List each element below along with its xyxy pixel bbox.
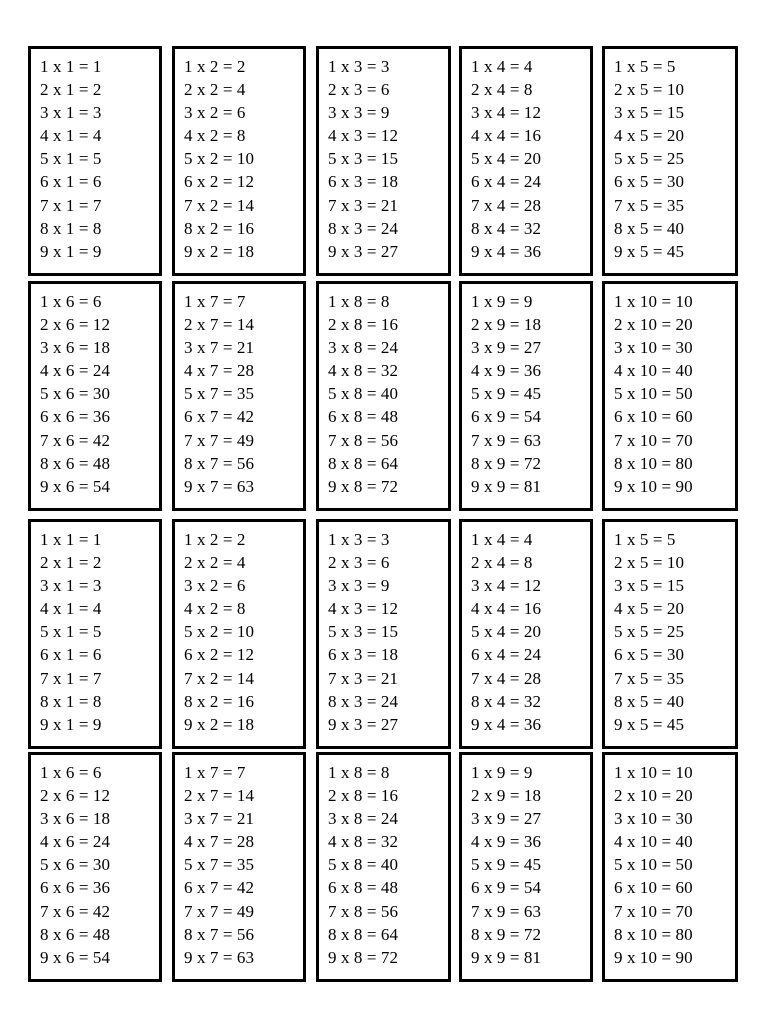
- equation-line: 3 x 1 = 3: [40, 103, 102, 123]
- equation-line: 9 x 1 = 9: [40, 241, 102, 261]
- equation-line: 3 x 2 = 6: [184, 576, 246, 596]
- equation-line: 4 x 2 = 8: [184, 599, 246, 619]
- equation-line: 8 x 6 = 48: [40, 924, 111, 944]
- equation-line: 2 x 8 = 16: [328, 315, 399, 335]
- equation-line: 5 x 4 = 20: [471, 149, 542, 169]
- equation-line: 2 x 7 = 14: [184, 786, 255, 806]
- equation-line: 8 x 1 = 8: [40, 218, 102, 238]
- equation-line: 4 x 9 = 36: [471, 361, 542, 381]
- equation-line: 4 x 4 = 16: [471, 126, 542, 146]
- equation-line: 7 x 6 = 42: [40, 430, 111, 450]
- equation-line: 9 x 2 = 18: [184, 714, 255, 734]
- equation-line: 7 x 5 = 35: [614, 668, 685, 688]
- equation-line: 1 x 8 = 8: [328, 292, 390, 311]
- equation-line: 7 x 3 = 21: [328, 195, 399, 215]
- equation-line: 8 x 8 = 64: [328, 453, 399, 473]
- equation-line: 1 x 9 = 9: [471, 763, 533, 782]
- equation-line: 7 x 4 = 28: [471, 195, 542, 215]
- equation-line: 4 x 3 = 12: [328, 599, 399, 619]
- equation-line: 2 x 2 = 4: [184, 80, 246, 100]
- equation-line: 7 x 4 = 28: [471, 668, 542, 688]
- equation-line: 7 x 2 = 14: [184, 195, 255, 215]
- equation-line: 3 x 8 = 24: [328, 338, 399, 358]
- equation-line: 8 x 10 = 80: [614, 453, 693, 473]
- equation-line: 9 x 3 = 27: [328, 241, 399, 261]
- equation-line: 3 x 10 = 30: [614, 338, 693, 358]
- equation-line: 7 x 1 = 7: [40, 195, 102, 215]
- equation-line: 9 x 2 = 18: [184, 241, 255, 261]
- equation-line: 1 x 2 = 2: [184, 57, 246, 76]
- equation-line: 8 x 2 = 16: [184, 218, 255, 238]
- equation-line: 2 x 10 = 20: [614, 786, 693, 806]
- equation-line: 5 x 9 = 45: [471, 384, 542, 404]
- equation-line: 9 x 10 = 90: [614, 476, 693, 496]
- equation-line: 7 x 6 = 42: [40, 901, 111, 921]
- equation-line: 7 x 5 = 35: [614, 195, 685, 215]
- equation-line: 1 x 6 = 6: [40, 292, 102, 311]
- equation-line: 5 x 2 = 10: [184, 149, 255, 169]
- equation-line: 2 x 6 = 12: [40, 315, 111, 335]
- equation-line: 1 x 1 = 1: [40, 57, 102, 76]
- equation-line: 8 x 10 = 80: [614, 924, 693, 944]
- equation-line: 7 x 10 = 70: [614, 901, 693, 921]
- times-table-card: [602, 281, 738, 511]
- equation-line: 4 x 5 = 20: [614, 599, 685, 619]
- equation-line: 4 x 2 = 8: [184, 126, 246, 146]
- equation-line: 6 x 2 = 12: [184, 172, 255, 192]
- equation-line: 7 x 1 = 7: [40, 668, 102, 688]
- equation-line: 2 x 4 = 8: [471, 553, 533, 573]
- equation-line: 5 x 3 = 15: [328, 622, 399, 642]
- equation-line: 1 x 9 = 9: [471, 292, 533, 311]
- equation-line: 7 x 7 = 49: [184, 430, 255, 450]
- times-table-card: [602, 519, 738, 749]
- times-table-card: [28, 46, 162, 276]
- equation-line: 6 x 4 = 24: [471, 172, 542, 192]
- equation-line: 8 x 5 = 40: [614, 218, 685, 238]
- equation-line: 6 x 10 = 60: [614, 407, 693, 427]
- equation-line: 7 x 7 = 49: [184, 901, 255, 921]
- equation-line: 5 x 3 = 15: [328, 149, 399, 169]
- equation-line: 9 x 5 = 45: [614, 241, 685, 261]
- equation-line: 6 x 7 = 42: [184, 878, 255, 898]
- equation-line: 3 x 4 = 12: [471, 103, 542, 123]
- equation-line: 8 x 4 = 32: [471, 691, 542, 711]
- equation-line: 5 x 6 = 30: [40, 384, 111, 404]
- equation-line: 3 x 9 = 27: [471, 809, 542, 829]
- equation-line: 1 x 3 = 3: [328, 57, 390, 76]
- equation-line: 7 x 9 = 63: [471, 430, 542, 450]
- equation-line: 3 x 5 = 15: [614, 576, 685, 596]
- equation-line: 6 x 9 = 54: [471, 407, 542, 427]
- equation-line: 3 x 3 = 9: [328, 576, 390, 596]
- equation-line: 5 x 1 = 5: [40, 149, 102, 169]
- equation-line: 3 x 8 = 24: [328, 809, 399, 829]
- equation-line: 4 x 7 = 28: [184, 832, 255, 852]
- equation-line: 1 x 4 = 4: [471, 530, 533, 549]
- equation-line: 4 x 4 = 16: [471, 599, 542, 619]
- equation-line: 6 x 7 = 42: [184, 407, 255, 427]
- equation-line: 7 x 2 = 14: [184, 668, 255, 688]
- equation-line: 6 x 10 = 60: [614, 878, 693, 898]
- times-table-card: [316, 46, 451, 276]
- equation-line: 7 x 8 = 56: [328, 430, 399, 450]
- equation-line: 5 x 8 = 40: [328, 384, 399, 404]
- equation-line: 6 x 2 = 12: [184, 645, 255, 665]
- equation-line: 6 x 1 = 6: [40, 645, 102, 665]
- equation-line: 9 x 9 = 81: [471, 476, 542, 496]
- equation-line: 3 x 4 = 12: [471, 576, 542, 596]
- equation-line: 2 x 6 = 12: [40, 786, 111, 806]
- equation-line: 8 x 3 = 24: [328, 691, 399, 711]
- equation-line: 4 x 7 = 28: [184, 361, 255, 381]
- equation-line: 6 x 5 = 30: [614, 172, 685, 192]
- equation-line: 6 x 9 = 54: [471, 878, 542, 898]
- equation-line: 9 x 10 = 90: [614, 947, 693, 967]
- equation-line: 2 x 7 = 14: [184, 315, 255, 335]
- equation-line: 4 x 5 = 20: [614, 126, 685, 146]
- equation-line: 2 x 3 = 6: [328, 80, 390, 100]
- equation-line: 8 x 3 = 24: [328, 218, 399, 238]
- equation-line: 8 x 9 = 72: [471, 453, 542, 473]
- equation-line: 5 x 6 = 30: [40, 855, 111, 875]
- equation-line: 9 x 3 = 27: [328, 714, 399, 734]
- equation-line: 6 x 8 = 48: [328, 407, 399, 427]
- times-table-card: [316, 281, 451, 511]
- equation-line: 5 x 9 = 45: [471, 855, 542, 875]
- equation-line: 8 x 6 = 48: [40, 453, 111, 473]
- equation-line: 6 x 3 = 18: [328, 172, 399, 192]
- times-table-card: [28, 281, 162, 511]
- equation-line: 6 x 1 = 6: [40, 172, 102, 192]
- equation-line: 8 x 5 = 40: [614, 691, 685, 711]
- equation-line: 7 x 3 = 21: [328, 668, 399, 688]
- equation-line: 2 x 5 = 10: [614, 80, 685, 100]
- times-table-card: [459, 281, 593, 511]
- equation-line: 5 x 8 = 40: [328, 855, 399, 875]
- equation-line: 6 x 3 = 18: [328, 645, 399, 665]
- equation-line: 3 x 3 = 9: [328, 103, 390, 123]
- equation-line: 5 x 4 = 20: [471, 622, 542, 642]
- equation-line: 2 x 8 = 16: [328, 786, 399, 806]
- equation-line: 4 x 8 = 32: [328, 832, 399, 852]
- equation-line: 7 x 8 = 56: [328, 901, 399, 921]
- equation-line: 1 x 7 = 7: [184, 292, 246, 311]
- equation-line: 9 x 4 = 36: [471, 241, 542, 261]
- equation-line: 3 x 6 = 18: [40, 338, 111, 358]
- equation-line: 6 x 8 = 48: [328, 878, 399, 898]
- equation-line: 4 x 1 = 4: [40, 599, 102, 619]
- equation-line: 4 x 9 = 36: [471, 832, 542, 852]
- equation-line: 4 x 6 = 24: [40, 832, 111, 852]
- equation-line: 7 x 10 = 70: [614, 430, 693, 450]
- equation-line: 5 x 10 = 50: [614, 384, 693, 404]
- equation-line: 1 x 3 = 3: [328, 530, 390, 549]
- times-table-card: [28, 519, 162, 749]
- equation-line: 1 x 10 = 10: [614, 292, 693, 311]
- times-table-card: [316, 519, 451, 749]
- equation-line: 4 x 6 = 24: [40, 361, 111, 381]
- equation-line: 2 x 10 = 20: [614, 315, 693, 335]
- equation-line: 8 x 9 = 72: [471, 924, 542, 944]
- equation-line: 1 x 10 = 10: [614, 763, 693, 782]
- equation-line: 9 x 7 = 63: [184, 476, 255, 496]
- equation-line: 5 x 7 = 35: [184, 384, 255, 404]
- equation-line: 3 x 7 = 21: [184, 338, 255, 358]
- equation-line: 2 x 4 = 8: [471, 80, 533, 100]
- equation-line: 3 x 2 = 6: [184, 103, 246, 123]
- equation-line: 8 x 7 = 56: [184, 924, 255, 944]
- equation-line: 1 x 2 = 2: [184, 530, 246, 549]
- equation-line: 4 x 1 = 4: [40, 126, 102, 146]
- equation-line: 8 x 4 = 32: [471, 218, 542, 238]
- times-table-card: [172, 752, 306, 982]
- equation-line: 3 x 9 = 27: [471, 338, 542, 358]
- equation-line: 9 x 4 = 36: [471, 714, 542, 734]
- equation-line: 6 x 5 = 30: [614, 645, 685, 665]
- equation-line: 7 x 9 = 63: [471, 901, 542, 921]
- equation-line: 3 x 1 = 3: [40, 576, 102, 596]
- equation-line: 5 x 5 = 25: [614, 149, 685, 169]
- equation-line: 4 x 10 = 40: [614, 832, 693, 852]
- equation-line: 1 x 4 = 4: [471, 57, 533, 76]
- equation-line: 2 x 5 = 10: [614, 553, 685, 573]
- equation-line: 8 x 2 = 16: [184, 691, 255, 711]
- equation-line: 3 x 7 = 21: [184, 809, 255, 829]
- times-table-card: [172, 519, 306, 749]
- times-table-card: [172, 281, 306, 511]
- equation-line: 2 x 2 = 4: [184, 553, 246, 573]
- equation-line: 9 x 7 = 63: [184, 947, 255, 967]
- equation-line: 9 x 1 = 9: [40, 714, 102, 734]
- times-table-card: [459, 46, 593, 276]
- equation-line: 4 x 8 = 32: [328, 361, 399, 381]
- equation-line: 1 x 5 = 5: [614, 530, 676, 549]
- equation-line: 1 x 6 = 6: [40, 763, 102, 782]
- equation-line: 8 x 8 = 64: [328, 924, 399, 944]
- equation-line: 9 x 5 = 45: [614, 714, 685, 734]
- equation-line: 5 x 1 = 5: [40, 622, 102, 642]
- times-table-card: [172, 46, 306, 276]
- equation-line: 2 x 3 = 6: [328, 553, 390, 573]
- equation-line: 2 x 1 = 2: [40, 553, 102, 573]
- equation-line: 9 x 8 = 72: [328, 947, 399, 967]
- times-table-card: [602, 46, 738, 276]
- equation-line: 3 x 6 = 18: [40, 809, 111, 829]
- equation-line: 1 x 7 = 7: [184, 763, 246, 782]
- equation-line: 5 x 2 = 10: [184, 622, 255, 642]
- equation-line: 9 x 8 = 72: [328, 476, 399, 496]
- equation-line: 3 x 5 = 15: [614, 103, 685, 123]
- times-table-card: [459, 519, 593, 749]
- equation-line: 9 x 9 = 81: [471, 947, 542, 967]
- times-table-card: [459, 752, 593, 982]
- equation-line: 5 x 10 = 50: [614, 855, 693, 875]
- equation-line: 9 x 6 = 54: [40, 947, 111, 967]
- equation-line: 2 x 1 = 2: [40, 80, 102, 100]
- equation-line: 2 x 9 = 18: [471, 315, 542, 335]
- equation-line: 3 x 10 = 30: [614, 809, 693, 829]
- equation-line: 1 x 5 = 5: [614, 57, 676, 76]
- equation-line: 6 x 4 = 24: [471, 645, 542, 665]
- equation-line: 2 x 9 = 18: [471, 786, 542, 806]
- equation-line: 1 x 8 = 8: [328, 763, 390, 782]
- equation-line: 5 x 7 = 35: [184, 855, 255, 875]
- times-table-card: [28, 752, 162, 982]
- equation-line: 5 x 5 = 25: [614, 622, 685, 642]
- equation-line: 6 x 6 = 36: [40, 407, 111, 427]
- equation-line: 9 x 6 = 54: [40, 476, 111, 496]
- equation-line: 8 x 7 = 56: [184, 453, 255, 473]
- equation-line: 4 x 3 = 12: [328, 126, 399, 146]
- equation-line: 6 x 6 = 36: [40, 878, 111, 898]
- times-table-card: [602, 752, 738, 982]
- equation-line: 8 x 1 = 8: [40, 691, 102, 711]
- equation-line: 4 x 10 = 40: [614, 361, 693, 381]
- equation-line: 1 x 1 = 1: [40, 530, 102, 549]
- times-table-card: [316, 752, 451, 982]
